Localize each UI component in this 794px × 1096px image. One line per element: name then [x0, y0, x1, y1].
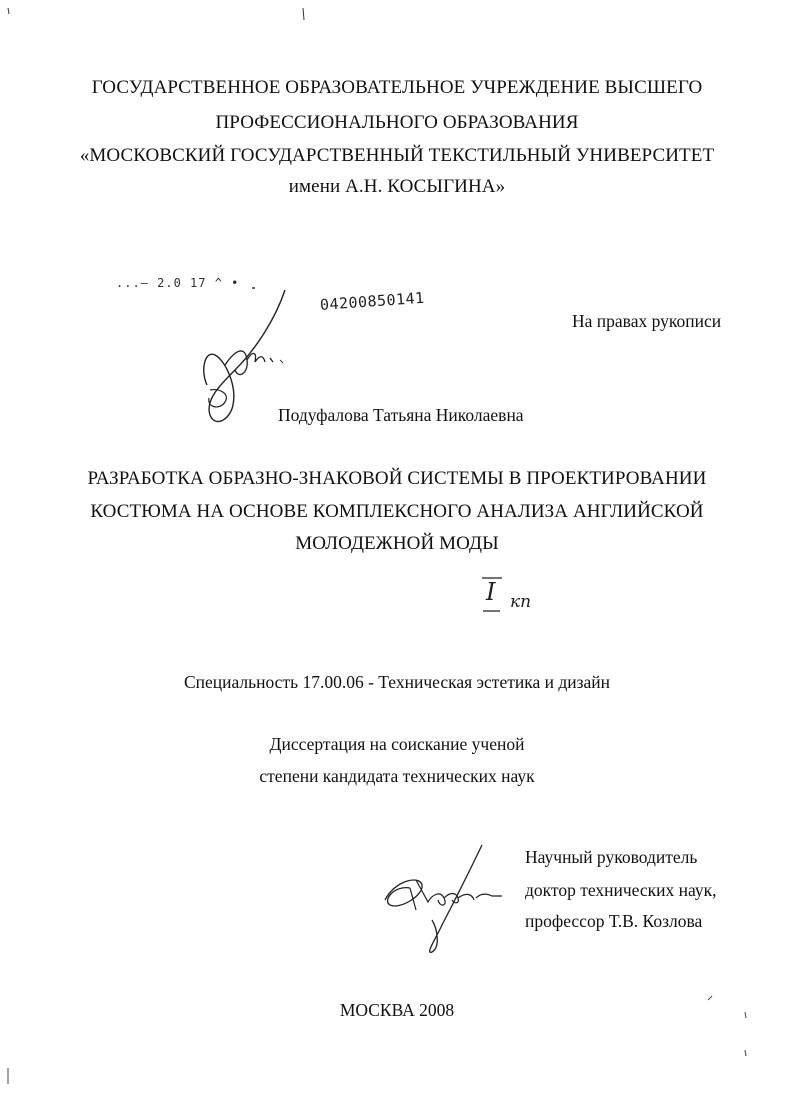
city-year: МОСКВА 2008	[339, 1000, 455, 1020]
rights-note: На правах рукописи	[572, 311, 722, 331]
header-line-4: имени А.Н. КОСЫГИНА»	[288, 176, 506, 197]
supervisor-line-3: профессор Т.В. Козлова	[525, 911, 703, 931]
handwritten-suffix: кп	[510, 592, 532, 612]
title-line-1: РАЗРАБОТКА ОБРАЗНО-ЗНАКОВОЙ СИСТЕМЫ В ПРОЕКТИРОВАНИИ	[87, 468, 707, 489]
handwritten-mark: I	[486, 578, 496, 606]
header-line-1: ГОСУДАРСТВЕННОЕ ОБРАЗОВАТЕЛЬНОЕ УЧРЕЖДЕНИЕ ВЫСШЕГО	[91, 77, 703, 98]
title-line-3: МОЛОДЕЖНОЙ МОДЫ	[295, 533, 499, 554]
supervisor-line-1: Научный руководитель	[525, 847, 698, 867]
author-name: Подуфалова Татьяна Николаевна	[278, 405, 524, 425]
title-line-2: КОСТЮМА НА ОСНОВЕ КОМПЛЕКСНОГО АНАЛИЗА АНГЛИЙСКОЙ	[90, 501, 704, 522]
degree-line-1: Диссертация на соискание ученой	[269, 734, 525, 754]
header-line-3: «МОСКОВСКИЙ ГОСУДАРСТВЕННЫЙ ТЕКСТИЛЬНЫЙ УНИВЕРСИТЕТ	[79, 145, 715, 166]
degree-line-2: степени кандидата технических наук	[259, 766, 535, 786]
supervisor-line-2: доктор технических наук,	[525, 880, 717, 900]
stamp-dashes: ...— 2.0 17 ^ •	[116, 276, 240, 290]
specialty: Специальность 17.00.06 - Техническая эстетика и дизайн	[183, 672, 611, 692]
header-line-2: ПРОФЕССИОНАЛЬНОГО ОБРАЗОВАНИЯ	[215, 112, 579, 133]
library-code: 04200850141	[319, 288, 426, 314]
